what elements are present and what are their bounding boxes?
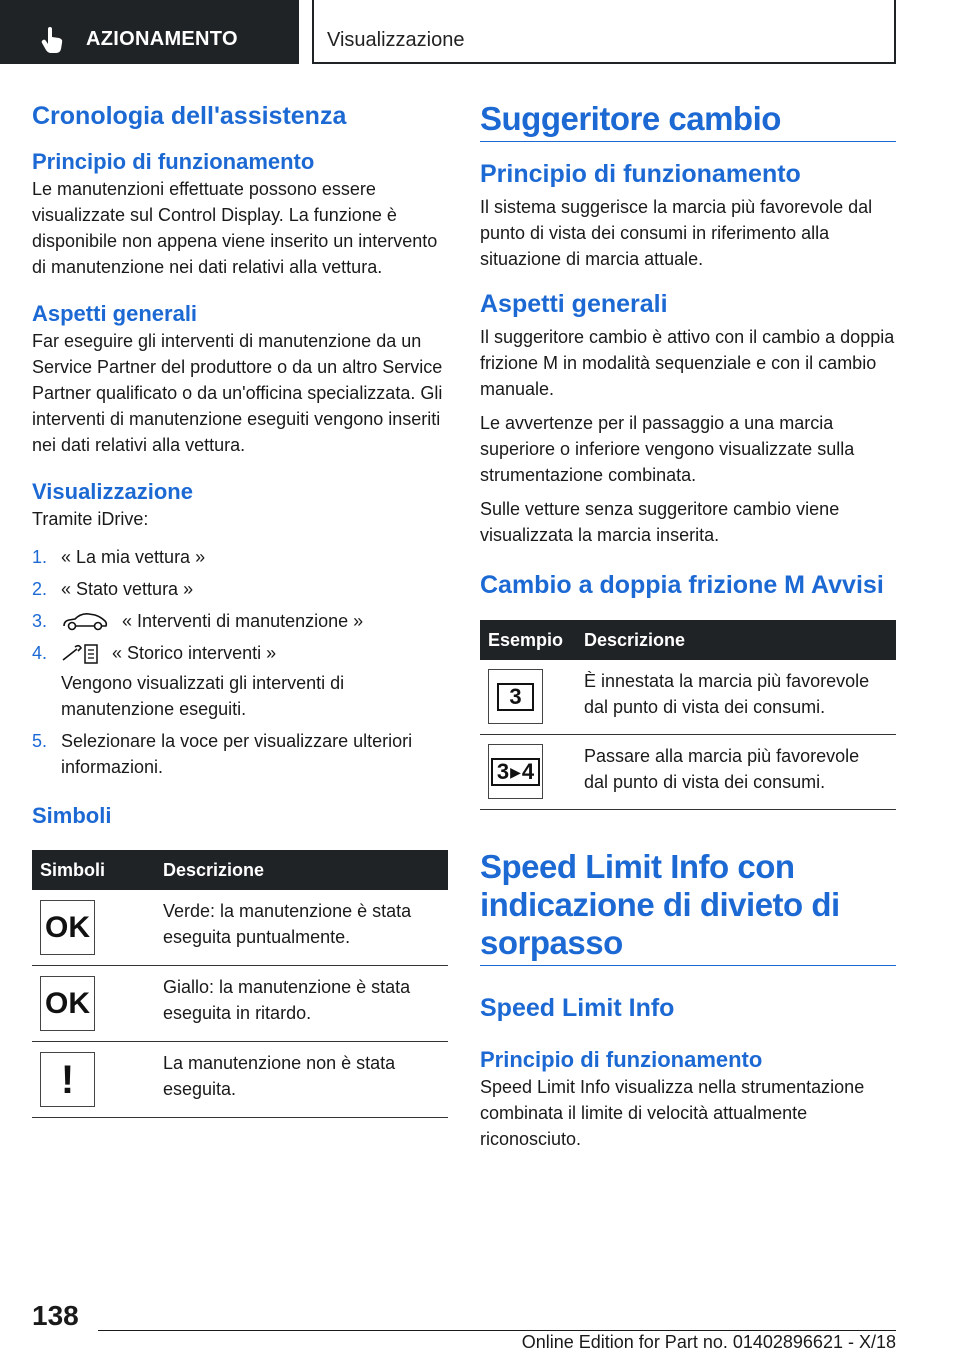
edition-text: Online Edition for Part no. 01402896621 - X/18 [521, 1332, 896, 1352]
column-header: Esempio [480, 620, 576, 660]
step-number: 2. [32, 579, 48, 599]
speed-limit-title: Speed Limit Info con indicazione di divieto di sorpasso [480, 848, 896, 966]
list-item [32, 728, 448, 780]
column-header: Descrizione [155, 850, 448, 890]
chapter-tab[interactable] [0, 0, 299, 64]
step-text: « Interventi di manutenzione » [122, 611, 364, 631]
step-number: 4. [32, 643, 48, 663]
ok-symbol-icon: OK [40, 900, 95, 955]
symbol-description: Verde: la manutenzione è stata eseguita puntualmente. [155, 890, 448, 966]
car-service-icon [61, 611, 109, 633]
display-intro: Tramite iDrive: [32, 509, 149, 529]
column-header: Simboli [32, 850, 155, 890]
service-history-title: Cronologia dell'assistenza [32, 102, 347, 130]
gear-to: 4 [521, 758, 535, 784]
service-history-icon [61, 643, 99, 665]
left-column [32, 100, 448, 1118]
step-text: « Storico interventi » [112, 643, 277, 663]
list-item [32, 576, 448, 602]
sli-principle-heading: Principio di funzionamento [480, 1047, 763, 1072]
footer-rule [98, 1330, 896, 1331]
right-column [480, 100, 896, 1152]
principle-text: Il sistema suggerisce la marcia più favorevole dal punto di vista dei consumi in riferimento alla situazione di marcia attuale. [480, 197, 873, 269]
symbol-description: Giallo: la manutenzione è stata eseguita in ritardo. [155, 966, 448, 1042]
general-heading: Aspetti generali [480, 290, 668, 318]
upshift-3-to-4-icon [488, 744, 543, 799]
table-row [480, 660, 896, 735]
arrow-right-icon: ▶ [510, 763, 521, 780]
example-description: Passare alla marcia più favorevole dal punto di vista dei consumi. [576, 735, 896, 810]
step-subtext: Vengono visualizzati gli interventi di manutenzione eseguiti. [61, 673, 345, 719]
exclamation-icon: ! [40, 1052, 95, 1107]
general-text: Far eseguire gli interventi di manutenzione da un Service Partner del produttore o da un altro Service Partner qualificato o da un'officina specializzata. Gli interventi di manutenzione eseguiti vengono inseriti nei dati relativi alla vettura. [32, 331, 443, 455]
step-text: « Stato vettura » [61, 579, 194, 599]
general-paragraph: Le avvertenze per il passaggio a una marcia superiore o inferiore vengono visualizzate sulla strumentazione combinata. [480, 413, 855, 485]
general-heading: Aspetti generali [32, 301, 198, 326]
chapter-label: AZIONAMENTO [86, 28, 238, 50]
principle-heading: Principio di funzionamento [32, 149, 315, 174]
sli-principle-text: Speed Limit Info visualizza nella strumentazione combinata il limite di velocità attualmente riconosciuto. [480, 1077, 865, 1149]
step-text: « La mia vettura » [61, 547, 206, 567]
table-row [32, 1042, 448, 1118]
general-paragraph: Il suggeritore cambio è attivo con il cambio a doppia frizione M in modalità sequenziale e con il cambio manuale. [480, 327, 895, 399]
list-item [32, 544, 448, 570]
ok-symbol-icon: OK [40, 976, 95, 1031]
shift-indicator-title: Suggeritore cambio [480, 100, 896, 142]
section-label: Visualizzazione [327, 29, 465, 51]
dct-table [480, 620, 896, 810]
gear-from: 3 [496, 758, 510, 784]
table-row [480, 735, 896, 810]
list-item [32, 608, 448, 634]
dct-heading: Cambio a doppia frizione M Avvisi [480, 571, 884, 599]
example-description: È innestata la marcia più favorevole dal punto di vista dei consumi. [576, 660, 896, 735]
section-tab[interactable] [312, 0, 896, 64]
step-number: 5. [32, 731, 48, 751]
display-heading: Visualizzazione [32, 479, 193, 504]
table-row [32, 890, 448, 966]
symbols-table [32, 850, 448, 1118]
step-text: Selezionare la voce per visualizzare ulteriori informazioni. [61, 731, 413, 777]
gear-number: 3 [497, 683, 533, 711]
principle-heading: Principio di funzionamento [480, 160, 801, 188]
general-paragraph: Sulle vetture senza suggeritore cambio viene visualizzata la marcia inserita. [480, 499, 840, 545]
step-number: 3. [32, 611, 48, 631]
page-number: 138 [32, 1300, 79, 1331]
idrive-steps [32, 544, 448, 780]
symbol-description: La manutenzione non è stata eseguita. [155, 1042, 448, 1118]
symbols-heading: Simboli [32, 803, 112, 828]
step-number: 1. [32, 547, 48, 567]
hand-pointer-icon [40, 27, 64, 53]
sli-heading: Speed Limit Info [480, 994, 675, 1022]
principle-text: Le manutenzioni effettuate possono essere visualizzate sul Control Display. La funzione è disponibile non appena viene inserito un intervento di manutenzione nei dati relativi alla vettura. [32, 179, 438, 277]
table-row [32, 966, 448, 1042]
list-item [32, 640, 448, 722]
column-header: Descrizione [576, 620, 896, 660]
gear-3-icon [488, 669, 543, 724]
